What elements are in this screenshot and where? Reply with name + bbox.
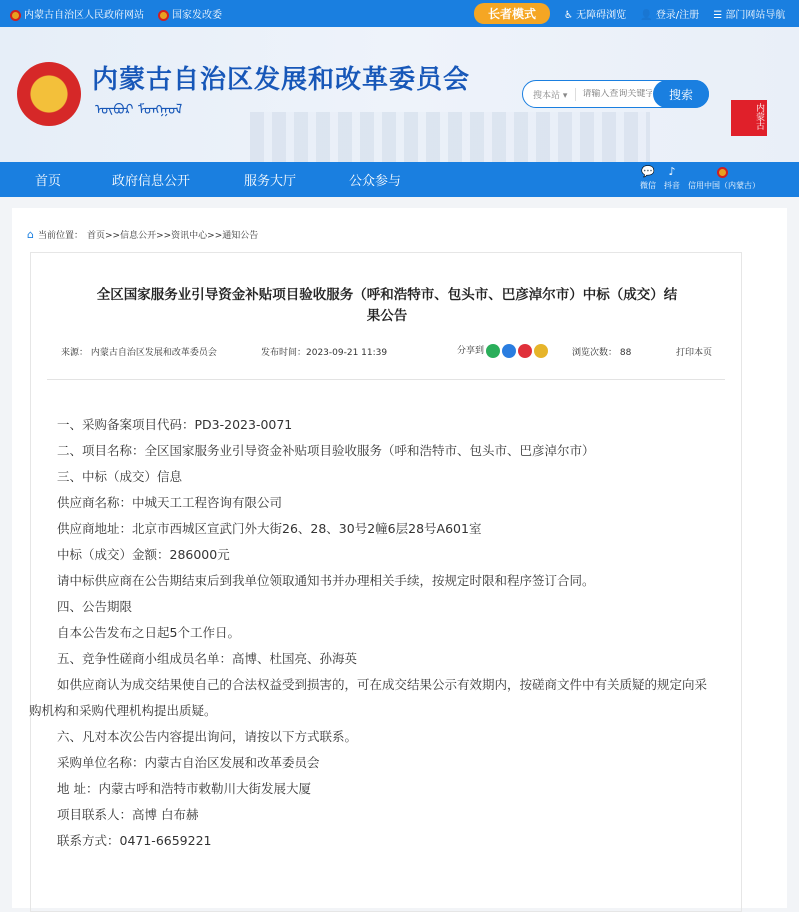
paragraph: 自本公告发布之日起5个工作日。: [57, 625, 240, 640]
paragraph: 二、项目名称：全区国家服务业引导资金补贴项目验收服务（呼和浩特市、包头市、巴彦淖尔市）: [57, 443, 595, 458]
wechat-link[interactable]: [640, 165, 656, 191]
paragraph: 如供应商认为成交结果使自己的合法权益受到损害的，可在成交结果公示有效期内，按磋商文件中有关质疑的规定向采购机构和采购代理机构提出质疑。: [29, 677, 708, 718]
search-scope-select[interactable]: 搜本站 ▾: [523, 88, 576, 101]
paragraph: 四、公告期限: [57, 599, 133, 614]
paragraph: 项目联系人：高博 白布赫: [57, 807, 199, 822]
search-scope-label: 搜本站: [533, 90, 561, 101]
paragraph: 供应商地址：北京市西城区宣武门外大街26、28、30号2幢6层28号A601室: [57, 521, 482, 536]
paragraph: 采购单位名称：内蒙古自治区发展和改革委员会: [57, 755, 320, 770]
top-bar: [0, 0, 799, 27]
douyin-link[interactable]: [664, 165, 680, 191]
share-label: 分享到: [457, 346, 485, 356]
gov-site-link[interactable]: [10, 6, 144, 21]
main-nav: [0, 162, 799, 197]
accessibility-label: 无障碍浏览: [576, 10, 627, 21]
paragraph: 供应商名称：中城天工工程咨询有限公司: [57, 495, 283, 510]
douyin-label: 抖音: [664, 181, 680, 190]
elder-mode-button[interactable]: 长者模式: [474, 3, 550, 24]
ndrc-link[interactable]: [158, 6, 222, 21]
paragraph: 联系方式：0471-6659221: [57, 833, 212, 848]
header-banner: [0, 27, 799, 162]
site-title: 内蒙古自治区发展和改革委员会: [92, 65, 471, 95]
search-button[interactable]: 搜索: [653, 80, 709, 108]
nav-home[interactable]: 首页: [35, 174, 62, 189]
wechat-icon: 💬: [641, 165, 655, 178]
home-icon: ⌂: [27, 228, 34, 241]
national-emblem-logo: [17, 62, 81, 126]
seal-logo: 内蒙古: [731, 100, 767, 136]
emblem-icon: [158, 10, 169, 21]
accessibility-icon: ♿: [564, 10, 577, 21]
paragraph: 中标（成交）金额：286000元: [57, 547, 230, 562]
douyin-icon: ♪: [668, 165, 676, 178]
dept-nav-label: 部门网站导航: [725, 10, 786, 21]
publish-date: 发布时间：2023-09-21 11:39: [261, 348, 388, 358]
qzone-share-icon[interactable]: [534, 344, 548, 358]
breadcrumb-label: 当前位置：: [37, 231, 83, 241]
menu-icon: ☰: [713, 10, 726, 21]
breadcrumb: [27, 228, 258, 241]
nav-gov-info[interactable]: 政府信息公开: [112, 174, 191, 189]
print-button[interactable]: 打印本页: [676, 348, 713, 358]
buildings-decoration: [250, 112, 650, 162]
article-source: 来源： 内蒙古自治区发展和改革委员会: [61, 348, 217, 358]
breadcrumb-path[interactable]: 首页>>信息公开>>资讯中心>>通知公告: [87, 231, 259, 241]
view-count: 浏览次数： 88: [572, 348, 632, 358]
main-content: [12, 208, 787, 908]
divider: [47, 379, 725, 380]
paragraph: 五、竞争性磋商小组成员名单：高博、杜国亮、孙海英: [57, 651, 358, 666]
wechat-share-icon[interactable]: [486, 344, 500, 358]
gov-site-label: 内蒙古自治区人民政府网站: [24, 10, 144, 21]
nav-public-participation[interactable]: 公众参与: [349, 174, 402, 189]
paragraph: 六、凡对本次公告内容提出询问，请按以下方式联系。: [57, 729, 358, 744]
emblem-icon: [10, 10, 21, 21]
paragraph: 地 址：内蒙古呼和浩特市敕勒川大街发展大厦: [57, 781, 311, 796]
article-title: 全区国家服务业引导资金补贴项目验收服务（呼和浩特市、包头市、巴彦淖尔市）中标（成交）结果公告: [96, 287, 678, 324]
paragraph: 请中标供应商在公告期结束后到我单位领取通知书并办理相关手续，按规定时限和程序签订合同。: [57, 573, 595, 588]
user-icon: 👤: [640, 10, 656, 21]
nav-service-hall[interactable]: 服务大厅: [244, 174, 297, 189]
share-bar: [457, 343, 548, 358]
article-body: [29, 412, 709, 854]
weibo-share-icon[interactable]: [518, 344, 532, 358]
credit-china-link[interactable]: [688, 165, 760, 191]
mongolian-title: ᠥᠪᠦᠷ ᠮᠣᠩᠭᠣᠯ: [95, 102, 183, 118]
search-box: [522, 80, 709, 108]
paragraph: 一、采购备案项目代码：PD3-2023-0071: [57, 417, 293, 432]
login-link[interactable]: [640, 6, 699, 21]
qq-share-icon[interactable]: [502, 344, 516, 358]
search-input[interactable]: [582, 89, 652, 99]
dept-nav-link[interactable]: [713, 6, 785, 21]
wechat-label: 微信: [640, 181, 656, 190]
accessibility-link[interactable]: [564, 6, 626, 21]
ndrc-label: 国家发改委: [172, 10, 222, 21]
login-label: 登录/注册: [655, 10, 700, 21]
credit-china-label: 信用中国（内蒙古）: [688, 181, 760, 190]
emblem-icon: [688, 165, 760, 180]
paragraph: 三、中标（成交）信息: [57, 469, 183, 484]
